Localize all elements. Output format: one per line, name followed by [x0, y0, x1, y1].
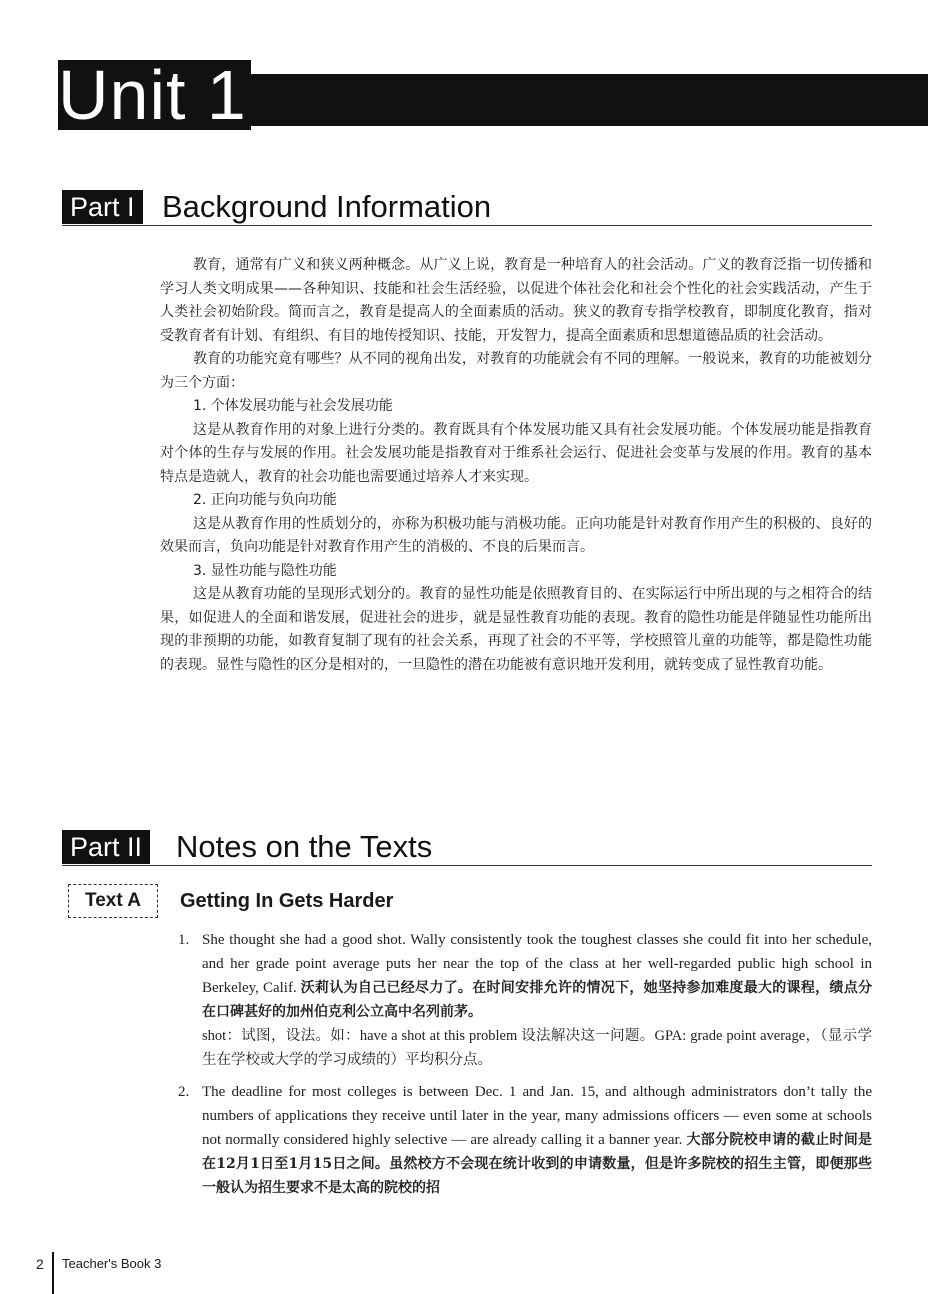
note-english: The deadline for most colleges is between Dec. 1 and Jan. 15, and although administrators don’t tally the numbers of applications they receive until later in the year, many admissions officers — even some at schools not normally considered highly selective — are already calling it a banner year. — [202, 1084, 872, 1148]
note-number: 2. — [178, 1084, 190, 1100]
part-label: Part I — [62, 190, 143, 224]
paragraph: 这是从教育作用的对象上进行分类的。教育既具有个体发展功能又具有社会发展功能。个体发展功能是指教育对个体的生存与发展的作用。社会发展功能是指教育对于维系社会运行、促进社会变革与发展的作用。教育的基本特点是造就人，教育的社会功能也需要通过培养人才来实现。 — [160, 421, 872, 485]
list-item — [178, 1080, 872, 1200]
unit-title: Unit 1 — [58, 60, 251, 130]
list-item — [178, 928, 872, 1072]
book-title: Teacher's Book 3 — [62, 1256, 162, 1271]
paragraph: 教育的功能究竟有哪些？从不同的视角出发，对教育的功能就会有不同的理解。一般说来，教育的功能被划分为三个方面： — [160, 351, 872, 391]
note-english: She thought she had a good shot. Wally consistently took the toughest classes she could fit into her schedule, and her grade point average puts her near the top of the class at her well-regarded public high school in Berkeley, Calif. — [202, 932, 872, 996]
part-label: Part II — [62, 830, 150, 864]
part-title: Background Information — [162, 189, 492, 224]
part-title: Notes on the Texts — [176, 829, 433, 864]
divider — [62, 225, 872, 226]
part-header-background — [62, 188, 872, 228]
note-translation: 大部分院校申请的截止时间是在12月1日至1月15日之间。虽然校方不会现在统计收到的申请数量，但是许多院校的招生主管，即便那些一般认为招生要求不是太高的院校的招 — [202, 1132, 873, 1196]
note-translation: 沃莉认为自己已经尽力了。在时间安排允许的情况下，她坚持参加难度最大的课程，绩点分在口碑甚好的加州伯克利公立高中名列前茅。 — [202, 980, 872, 1020]
note-number: 1. — [178, 932, 190, 948]
subheading: 1. 个体发展功能与社会发展功能 — [193, 398, 393, 414]
part-header-notes — [62, 828, 872, 868]
paragraph: 这是从教育作用的性质划分的，亦称为积极功能与消极功能。正向功能是针对教育作用产生的积极的、良好的效果而言，负向功能是针对教育作用产生的消极的、不良的后果而言。 — [160, 515, 872, 555]
footer-divider — [52, 1252, 54, 1294]
note-gloss: shot：试图，设法。如：have a shot at this problem 设法解决这一问题。GPA: grade point average，（显示学生在学校或大学的学习成绩的）平均积分点。 — [202, 1028, 872, 1068]
paragraph: 教育，通常有广义和狭义两种概念。从广义上说，教育是一种培育人的社会活动。广义的教育泛指一切传播和学习人类文明成果——各种知识、技能和社会生活经验，以促进个体社会化和社会个性化的社会实践活动，产生于人类社会初始阶段。简而言之，教育是提高人的全面素质的活动。狭义的教育专指学校教育，即制度化教育，指对受教育者有计划、有组织、有目的地传授知识、技能，开发智力，提高全面素质和思想道德品质的社会活动。 — [160, 257, 872, 344]
subheading: 3. 显性功能与隐性功能 — [193, 562, 337, 579]
notes-list — [178, 928, 872, 1208]
page-number: 2 — [36, 1256, 44, 1272]
background-text — [160, 254, 872, 677]
text-a-title: Getting In Gets Harder — [180, 890, 394, 912]
divider — [62, 865, 872, 866]
text-a-label: Text A — [68, 884, 158, 918]
paragraph: 这是从教育功能的呈现形式划分的。教育的显性功能是依照教育目的、在实际运行中所出现的与之相符合的结果，如促进人的全面和谐发展，促进社会的进步，就是显性教育功能的表现。教育的隐性功能是伴随显性功能所出现的非预期的功能，如教育复制了现有的社会关系，再现了社会的不平等，学校照管儿童的功能等，都是隐性功能的表现。显性与隐性的区分是相对的，一旦隐性的潜在功能被有意识地开发利用，就转变成了显性教育功能。 — [160, 586, 872, 673]
subheading: 2. 正向功能与负向功能 — [193, 492, 337, 508]
